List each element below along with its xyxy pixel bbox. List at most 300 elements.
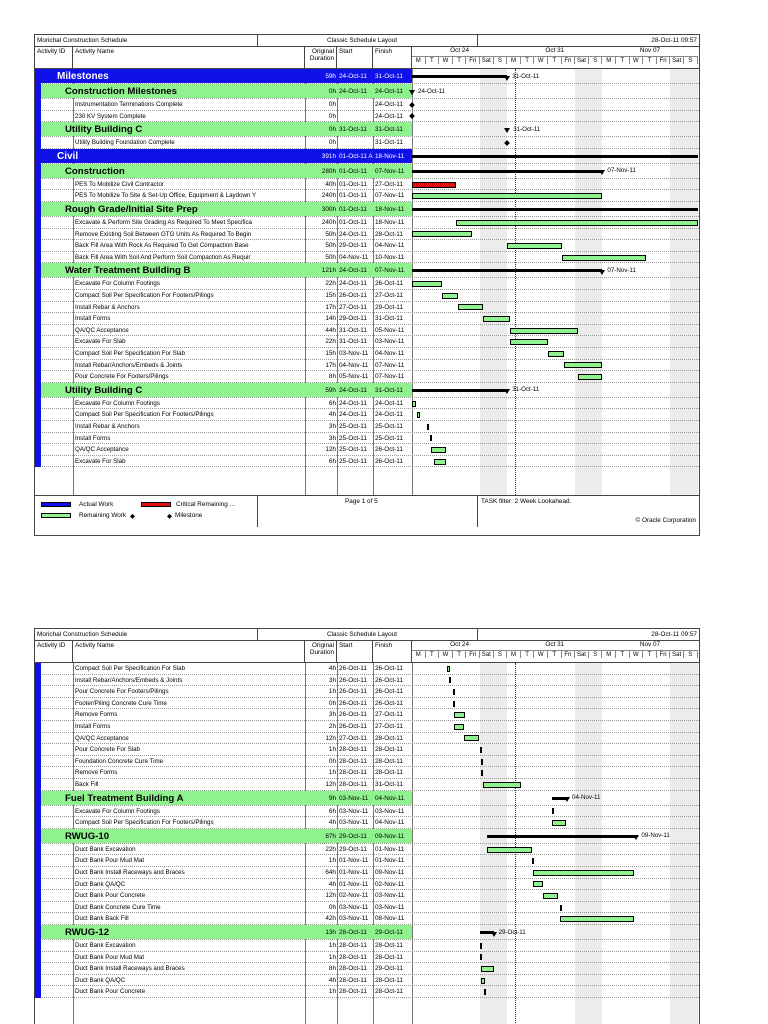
layout-name: Classic Schedule Layout (327, 631, 397, 638)
start-date: 24-Oct-11 (339, 399, 367, 407)
start-date: 03-Nov-11 (339, 903, 369, 911)
start-date: 26-Oct-11 (339, 665, 367, 672)
finish-date: 28-Oct-11 (375, 734, 403, 742)
gantt-bar (480, 954, 482, 960)
start-date (339, 99, 373, 110)
finish-date: 24-Oct-11 (375, 411, 403, 419)
finish-date: 09-Nov-11 (375, 869, 405, 876)
finish-date: 31-Oct-11 (375, 139, 403, 147)
gantt-bar (427, 424, 429, 430)
table-row (35, 278, 699, 290)
start-date: 26-Oct-11 (339, 699, 367, 707)
gantt-bar (533, 870, 634, 876)
activity-name: Milestones (57, 71, 109, 82)
duration: 64h (325, 869, 336, 876)
duration: 391h (321, 152, 336, 160)
activity-name: Construction (65, 165, 125, 177)
activity-name: Instrumentation Terminations Complete (75, 101, 183, 108)
start-date: 28-Oct-11 (339, 929, 367, 936)
finish-date: 08-Nov-11 (375, 915, 405, 923)
duration: 40h (325, 180, 336, 188)
finish-date: 24-Oct-11 (375, 399, 403, 407)
gantt-bar (412, 281, 442, 287)
duration: 6h (328, 399, 336, 407)
finish-date: 07-Nov-11 (375, 167, 405, 175)
start-date: 01-Nov-11 (339, 880, 369, 888)
start-date: 28-Oct-11 (339, 942, 367, 949)
gantt-bar (552, 820, 566, 826)
column-header (35, 47, 699, 69)
table-row (35, 791, 699, 806)
finish-date: 25-Oct-11 (375, 423, 403, 430)
start-date: 28-Oct-11 (339, 757, 367, 765)
finish-date: 28-Oct-11 (375, 942, 403, 949)
finish-date: 04-Nov-11 (375, 350, 405, 357)
start-date: 01-Oct-11 (339, 180, 367, 188)
start-date: 25-Oct-11 (339, 434, 367, 442)
activity-name: Install Rebar/Anchors/Embeds & Joints (75, 361, 183, 369)
gantt-label: 07-Nov-11 (607, 266, 636, 274)
milestone-icon (599, 170, 605, 175)
day-label: Sat (575, 650, 589, 658)
duration: 12h (325, 892, 336, 900)
start-date: 26-Oct-11 (339, 711, 367, 719)
day-label: Sat (480, 650, 494, 658)
activity-table (35, 69, 699, 495)
activity-name: Pour Concrete For Footers/Pilings (75, 688, 169, 696)
wbs-indicator (35, 663, 41, 998)
day-label: W (534, 56, 548, 64)
day-label: M (602, 56, 616, 64)
duration: 8h (328, 373, 336, 381)
day-label: Fri (657, 650, 671, 658)
activity-name: 230 KV System Complete (75, 112, 146, 120)
gantt-bar (543, 893, 558, 899)
start-date: 31-Oct-11 (339, 326, 367, 334)
project-title: Morichal Construction Schedule (37, 37, 128, 44)
table-row (35, 421, 699, 433)
duration: 22h (325, 338, 336, 346)
start-date: 26-Oct-11 (339, 676, 367, 684)
table-row (35, 190, 699, 202)
duration: 4h (328, 411, 336, 419)
gantt-label: 31-Oct-11 (512, 386, 540, 394)
legend-diamond-icon: ◆ (130, 513, 135, 520)
finish-date: 03-Nov-11 (375, 892, 405, 900)
duration: 44h (325, 326, 336, 334)
start-date: 03-Nov-11 (339, 807, 369, 815)
start-date: 02-Nov-11 (339, 892, 369, 900)
table-row (35, 940, 699, 952)
duration: 1h (328, 688, 336, 696)
table-row (35, 240, 699, 252)
activity-name: Excavate For Column Footings (75, 399, 160, 407)
gantt-bar (480, 747, 482, 753)
start-date: 25-Oct-11 (339, 423, 367, 430)
start-date: 24-Oct-11 (339, 386, 367, 394)
gantt-bar (449, 677, 452, 683)
start-date: 28-Oct-11 (339, 781, 367, 788)
duration: 9h (328, 794, 336, 802)
duration: 240h (321, 219, 336, 226)
table-row (35, 806, 699, 818)
legend-actual-swatch (41, 502, 71, 507)
milestone-icon (504, 128, 510, 133)
gantt-label: 24-Oct-11 (418, 87, 446, 95)
duration: 50h (325, 230, 336, 238)
duration: 12h (325, 781, 336, 788)
table-row (35, 456, 699, 468)
start-date: 24-Oct-11 (339, 73, 367, 80)
day-label: Fri (466, 650, 480, 658)
finish-date: 07-Nov-11 (375, 192, 405, 200)
day-label: W (439, 650, 453, 658)
activity-name: Compact Soil Per Specification For Slab (75, 350, 186, 357)
legend (35, 495, 699, 527)
activity-name: Install Rebar/Anchors/Embeds & Joints (75, 676, 183, 684)
day-label: T (548, 650, 562, 658)
finish-date: 24-Oct-11 (375, 101, 403, 108)
finish-date: 01-Nov-11 (375, 857, 405, 865)
summary-bar (412, 75, 507, 78)
start-date: 29-Oct-11 (339, 242, 367, 250)
legend-critical: Critical Remaining ... (176, 501, 235, 508)
activity-name: Utility Building C (65, 124, 143, 136)
table-row (35, 902, 699, 914)
col-activity-id: Activity ID (35, 641, 73, 663)
duration: 50h (325, 242, 336, 250)
col-duration: Original Duration (305, 47, 337, 69)
activity-name: QA/QC Acceptance (75, 734, 129, 742)
day-label: Fri (466, 56, 480, 64)
gantt-bar (481, 966, 493, 972)
duration: 87h (325, 832, 336, 840)
start-date: 26-Oct-11 (339, 723, 367, 730)
gantt-bar (560, 905, 562, 911)
finish-date: 31-Oct-11 (375, 73, 403, 80)
start-date: 28-Oct-11 (339, 988, 367, 996)
duration: 22h (325, 845, 336, 853)
activity-name: Install Forms (75, 434, 111, 442)
finish-date: 04-Nov-11 (375, 794, 405, 802)
table-row (35, 756, 699, 768)
start-date: 01-Nov-11 (339, 857, 369, 865)
duration: 4h (328, 819, 336, 827)
activity-name: Footer/Piling Concrete Cure Time (75, 699, 167, 707)
duration: 0h (328, 757, 336, 765)
schedule-page-1 (34, 34, 700, 536)
table-row (35, 890, 699, 902)
table-row (35, 879, 699, 891)
gantt-bar (510, 328, 578, 334)
gantt-label: 31-Oct-11 (512, 72, 540, 80)
duration: 1h (328, 953, 336, 961)
table-row (35, 313, 699, 325)
finish-date: 28-Oct-11 (375, 769, 403, 777)
table-row (35, 829, 699, 844)
duration: 22h (325, 280, 336, 288)
day-label: M (412, 56, 426, 64)
activity-name: Compact Soil Per Specification For Footers/Pilings (75, 292, 214, 299)
gantt-bar (412, 231, 472, 237)
table-row (35, 149, 699, 164)
activity-name: Install Rebar & Anchors (75, 303, 140, 311)
milestone-icon (409, 90, 415, 95)
activity-name: Compact Soil Per Specification For Slab (75, 665, 186, 672)
finish-date: 28-Oct-11 (375, 230, 403, 238)
start-date: 04-Nov-11 (339, 361, 369, 369)
activity-name: Excavate For Column Footings (75, 807, 160, 815)
finish-date: 29-Oct-11 (375, 965, 403, 973)
finish-date: 26-Oct-11 (375, 457, 403, 465)
col-start: Start (337, 641, 373, 663)
start-date: 24-Oct-11 (339, 88, 367, 95)
start-date: 29-Oct-11 (339, 845, 367, 853)
day-label: T (643, 650, 657, 658)
start-date: 24-Oct-11 (339, 230, 367, 238)
finish-date: 03-Nov-11 (375, 338, 405, 346)
legend-remaining: Remaining Work (79, 512, 127, 519)
finish-date: 25-Oct-11 (375, 434, 403, 442)
gantt-bar (533, 881, 543, 887)
duration: 42h (325, 915, 336, 923)
activity-name: Back Fill Area With Rock As Required To Get Compaction Base (75, 242, 249, 250)
activity-name: Compact Soil Per Specification For Footers/Pilings (75, 411, 214, 419)
activity-name: Duct Bank Concrete Cure Time (75, 903, 161, 911)
duration: 0h (328, 903, 336, 911)
duration: 17h (325, 303, 336, 311)
gantt-bar (447, 666, 450, 672)
table-row (35, 744, 699, 756)
gantt-bar (458, 304, 482, 310)
table-row (35, 686, 699, 698)
table-row (35, 371, 699, 383)
activity-name: Duct Bank Pour Concrete (75, 892, 146, 900)
day-label: S (494, 56, 508, 64)
activity-name: Pour Concrete For Slab (75, 746, 140, 754)
day-label: T (426, 650, 440, 658)
gantt-bar (434, 459, 446, 465)
day-label: W (630, 56, 644, 64)
activity-name: Remove Existing Soil Between GTG Units As Required To Begin (75, 230, 252, 238)
start-date: 24-Oct-11 (339, 411, 367, 419)
start-date: 31-Oct-11 (339, 126, 367, 134)
finish-date: 26-Oct-11 (375, 699, 403, 707)
col-activity-name: Activity Name (73, 641, 305, 663)
day-label: Fri (562, 56, 576, 64)
column-header (35, 641, 699, 663)
duration: 3h (328, 711, 336, 719)
gantt-bar (453, 689, 455, 695)
activity-name: Back Fill (75, 781, 99, 788)
summary-bar (412, 389, 507, 392)
wbs-indicator (35, 69, 41, 467)
gantt-bar (412, 182, 456, 188)
finish-date: 09-Nov-11 (375, 832, 405, 840)
table-row (35, 263, 699, 278)
start-date: 04-Nov-11 (339, 253, 369, 261)
table-row (35, 69, 699, 84)
duration: 1h (328, 942, 336, 949)
finish-date: 28-Oct-11 (375, 953, 403, 961)
gantt-bar (481, 978, 485, 984)
gantt-label: 07-Nov-11 (607, 167, 636, 175)
start-date (339, 137, 373, 148)
start-date: 26-Oct-11 (339, 292, 367, 299)
activity-name: Civil (57, 150, 79, 162)
table-row (35, 925, 699, 940)
start-date: 24-Oct-11 (339, 280, 367, 288)
duration: 6h (328, 457, 336, 465)
duration: 12h (325, 734, 336, 742)
table-row (35, 663, 699, 675)
table-row (35, 122, 699, 137)
table-row (35, 229, 699, 241)
activity-name: Duct Bank Pour Concrete (75, 988, 146, 996)
finish-date: 02-Nov-11 (375, 880, 405, 888)
legend-milestone: Milestone (175, 512, 203, 519)
table-row (35, 409, 699, 421)
finish-date: 07-Nov-11 (375, 373, 405, 381)
layout-name: Classic Schedule Layout (327, 37, 397, 44)
day-label: T (453, 56, 467, 64)
day-label: Sat (670, 650, 684, 658)
table-row (35, 137, 699, 149)
table-row (35, 986, 699, 998)
start-date: 27-Oct-11 (339, 734, 367, 742)
gantt-bar (417, 412, 420, 418)
finish-date: 10-Nov-11 (375, 253, 405, 261)
gantt-bar (464, 735, 479, 741)
activity-name: Remove Forms (75, 769, 118, 777)
day-label: S (589, 56, 603, 64)
gantt-bar (454, 712, 465, 718)
duration: 121h (321, 267, 336, 275)
start-date: 01-Oct-11 A (339, 152, 373, 160)
finish-date: 01-Nov-11 (375, 845, 405, 853)
finish-date: 26-Oct-11 (375, 446, 403, 454)
finish-date: 07-Nov-11 (375, 267, 405, 275)
gantt-bar (562, 255, 646, 261)
day-label: Sat (480, 56, 494, 64)
duration: 8h (328, 965, 336, 973)
milestone-icon (633, 835, 639, 840)
day-label: S (494, 650, 508, 658)
day-label: T (453, 650, 467, 658)
table-row (35, 325, 699, 337)
activity-name: Excavate & Perform Site Grading As Required To Meet Specifica (75, 219, 253, 226)
activity-name: PES To Mobilize To Site & Set-Up Office, Equipment & Laydown Y (75, 192, 257, 200)
legend-critical-swatch (141, 502, 171, 507)
activity-name: QA/QC Acceptance (75, 446, 129, 454)
table-row (35, 202, 699, 217)
activity-name: Excavate For Column Footings (75, 280, 160, 288)
gantt-bar (456, 220, 698, 226)
col-duration: Original Duration (305, 641, 337, 663)
activity-name: Fuel Treatment Building A (65, 792, 184, 804)
gantt-bar (412, 193, 602, 199)
summary-bar (412, 269, 602, 272)
week-label: Oct 31 (545, 641, 565, 648)
duration: 300h (321, 206, 336, 213)
activity-name: Back Fill Area With Soil And Perform Soil Compaction As Requir (75, 253, 251, 261)
day-label: S (684, 650, 698, 658)
gantt-label: 31-Oct-11 (513, 125, 541, 133)
week-label: Oct 24 (450, 641, 469, 648)
activity-name: Excavate For Slab (75, 338, 126, 346)
gantt-bar (483, 782, 521, 788)
table-row (35, 855, 699, 867)
table-row (35, 433, 699, 445)
finish-date: 03-Nov-11 (375, 807, 405, 815)
summary-bar (412, 208, 698, 211)
duration: 1h (328, 746, 336, 754)
day-label: T (521, 650, 535, 658)
duration: 14h (325, 315, 336, 323)
day-label: Sat (670, 56, 684, 64)
duration: 3h (328, 434, 336, 442)
finish-date: 18-Nov-11 (375, 206, 405, 213)
legend-actual: Actual Work (79, 501, 114, 508)
gantt-bar (578, 374, 602, 380)
col-finish: Finish (373, 47, 412, 69)
activity-name: PES To Mobilize Civil Contractor (75, 180, 164, 188)
duration: 15h (325, 350, 336, 357)
duration: 12h (325, 446, 336, 454)
duration: 280h (321, 167, 336, 175)
start-date: 03-Nov-11 (339, 819, 369, 827)
task-filter: TASK filter: 2 Week Lookahead. (481, 498, 572, 505)
day-label: W (534, 650, 548, 658)
gantt-bar (548, 351, 564, 357)
start-date: 05-Nov-11 (339, 373, 369, 381)
duration: 0h (328, 126, 336, 134)
activity-name: Utility Building C (65, 384, 143, 396)
start-date: 01-Oct-11 (339, 167, 367, 175)
start-date: 29-Oct-11 (339, 832, 367, 840)
milestone-icon (504, 76, 510, 81)
project-title: Morichal Construction Schedule (37, 631, 128, 638)
table-row (35, 733, 699, 745)
table-row (35, 290, 699, 302)
finish-date: 24-Oct-11 (375, 88, 403, 95)
milestone-icon (599, 270, 605, 275)
finish-date: 28-Oct-11 (375, 757, 403, 765)
table-row (35, 99, 699, 111)
finish-date: 29-Oct-11 (375, 303, 403, 311)
finish-date: 31-Oct-11 (375, 315, 403, 323)
gantt-bar (481, 759, 483, 765)
col-finish: Finish (373, 641, 412, 663)
table-row (35, 360, 699, 372)
activity-name: Duct Bank Excavation (75, 942, 136, 949)
summary-bar (487, 835, 637, 838)
finish-date: 31-Oct-11 (375, 781, 403, 788)
table-row (35, 217, 699, 229)
table-row (35, 179, 699, 191)
table-row (35, 336, 699, 348)
finish-date: 27-Oct-11 (375, 723, 403, 730)
gantt-bar (507, 243, 561, 249)
start-date: 28-Oct-11 (339, 746, 367, 754)
finish-date: 28-Oct-11 (375, 746, 403, 754)
activity-name: Duct Bank Install Raceways and Braces (75, 965, 185, 973)
gantt-bar (480, 943, 482, 949)
milestone-diamond (504, 140, 510, 146)
activity-name: Duct Bank Pour Mud Mat (75, 953, 145, 961)
activity-name: Duct Bank QA/QC (75, 880, 126, 888)
finish-date: 28-Oct-11 (375, 988, 403, 996)
